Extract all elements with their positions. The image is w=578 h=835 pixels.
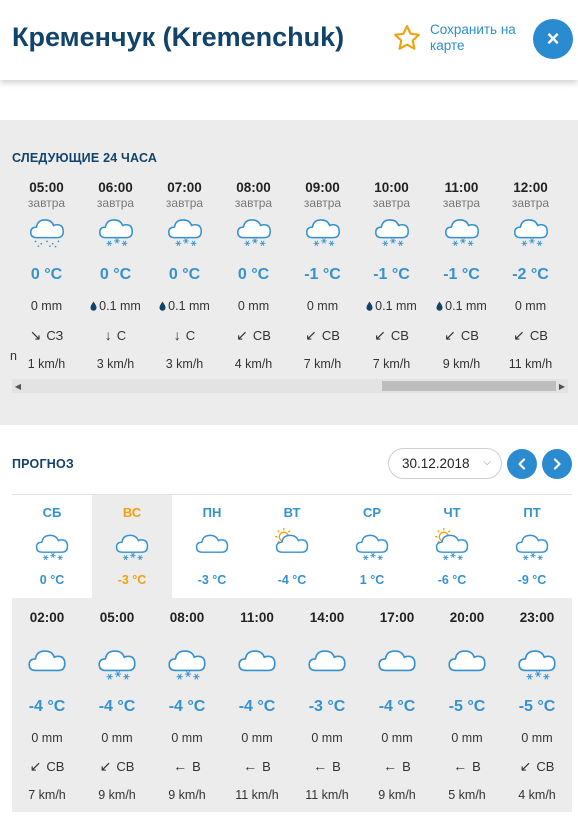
detail-time: 14:00 [309, 610, 345, 625]
hour-wind-speed: 1 km/h [27, 357, 66, 371]
day-tab-7[interactable] [492, 495, 572, 599]
wind-direction: СВ [321, 328, 340, 343]
hour-precipitation [8, 299, 85, 313]
cloud-snow-icon [352, 524, 392, 564]
cloud-snow-icon [95, 208, 137, 250]
day-tab-6[interactable] [412, 495, 492, 599]
hour-time: 08:00 [236, 180, 271, 195]
cloud-snow-icon [510, 208, 552, 250]
detail-temperature: -3 °C [308, 698, 346, 715]
day-temperature: -3 °C [197, 573, 227, 587]
day-tab-2[interactable] [92, 495, 172, 599]
wind-arrow-icon: ↙ [374, 327, 386, 343]
raindrop-icon [90, 300, 97, 310]
detail-wind-speed: 5 km/h [448, 788, 486, 802]
day-temperature: -3 °C [117, 573, 147, 587]
star-icon [392, 23, 422, 53]
cloud-icon [234, 638, 280, 684]
hour-wind-speed: 3 km/h [165, 357, 204, 371]
hour-precipitation-value: 0.1 mm [375, 299, 417, 313]
wind-arrow-icon: ↙ [513, 327, 525, 343]
hour-precipitation-value: 0 mm [514, 299, 547, 313]
hour-precipitation [353, 299, 430, 313]
wind-direction: В [192, 759, 201, 774]
hour-temperature: 0 °C [237, 266, 270, 283]
chevron-right-icon [551, 458, 563, 470]
hour-wind-speed: 11 km/h [508, 357, 553, 371]
next-day-button[interactable] [542, 449, 572, 479]
day-temperature: 0 °C [39, 573, 65, 587]
detail-time: 02:00 [29, 610, 65, 625]
day-tab-3[interactable] [172, 495, 252, 599]
hour-time: 10:00 [374, 180, 409, 195]
detail-time: 11:00 [240, 610, 274, 625]
detail-precipitation: 0 mm [31, 731, 63, 745]
day-detail-panel [12, 598, 572, 812]
sun-cloud-snow-icon [432, 524, 472, 564]
hour-precipitation [492, 299, 569, 313]
hour-time: 07:00 [167, 180, 202, 195]
date-select[interactable] [388, 448, 502, 479]
cloud-snow-icon [112, 524, 152, 564]
detail-precipitation: 0 mm [451, 731, 483, 745]
day-name: ВС [122, 505, 142, 520]
scroll-right-icon[interactable]: ▶ [558, 381, 566, 391]
hour-time: 06:00 [98, 180, 133, 195]
day-name: ВТ [283, 505, 301, 520]
wind-direction: СВ [252, 328, 271, 343]
wind-direction: В [472, 759, 481, 774]
hour-time: 11:00 [444, 180, 479, 195]
hour-precipitation [215, 299, 292, 313]
day-temperature: -9 °C [517, 573, 547, 587]
hour-time: 09:00 [305, 180, 340, 195]
hour-temperature: 0 °C [168, 266, 201, 283]
hour-wind-speed: 7 km/h [372, 357, 411, 371]
cloud-snow-icon [164, 638, 210, 684]
wind-arrow-icon: ← [383, 758, 398, 774]
day-tab-5[interactable] [332, 495, 412, 599]
detail-wind-speed: 11 km/h [235, 788, 279, 802]
wind-arrow-icon: ↙ [444, 327, 456, 343]
hour-wind [150, 327, 219, 343]
hour-day: завтра [303, 196, 342, 210]
hour-wind [81, 327, 150, 343]
detail-temperature: -4 °C [378, 698, 416, 715]
cloud-snow-icon [512, 524, 552, 564]
scroll-left-icon[interactable]: ◀ [14, 381, 22, 391]
date-select-value: 30.12.2018 [402, 456, 470, 471]
detail-wind [502, 758, 572, 775]
cloud-snow-icon [32, 524, 72, 564]
hour-precipitation [423, 299, 500, 313]
forecast-title: ПРОГНОЗ [12, 457, 74, 471]
hour-wind-speed: 9 km/h [442, 357, 481, 371]
detail-wind [222, 758, 292, 774]
hour-temperature: 0 °C [30, 266, 63, 283]
hour-wind [12, 327, 81, 344]
hours-scrollbar[interactable] [12, 379, 568, 393]
partial-column-text: n [10, 349, 17, 363]
hour-day: завтра [442, 196, 481, 210]
next-24-hours-title: СЛЕДУЮЩИЕ 24 ЧАСА [12, 151, 158, 165]
hour-time: 12:00 [513, 180, 548, 195]
wind-arrow-icon: ↓ [173, 327, 181, 343]
hour-wind [219, 327, 288, 344]
cloud-icon [304, 638, 350, 684]
wind-direction: В [332, 759, 341, 774]
hour-precipitation [284, 299, 361, 313]
hour-precipitation [77, 299, 154, 313]
detail-temperature: -4 °C [238, 698, 276, 715]
detail-time: 08:00 [169, 610, 205, 625]
day-temperature: 1 °C [359, 573, 385, 587]
prev-day-button[interactable] [507, 449, 537, 479]
detail-precipitation: 0 mm [241, 731, 273, 745]
detail-temperature: -4 °C [28, 698, 66, 715]
wind-arrow-icon: ← [313, 758, 328, 774]
detail-time: 17:00 [379, 610, 415, 625]
detail-wind [12, 758, 82, 775]
cloud-snow-icon [441, 208, 483, 250]
cloud-icon [374, 638, 420, 684]
cloud-snow-icon [164, 208, 206, 250]
hour-day: завтра [27, 196, 66, 210]
wind-arrow-icon: ← [243, 758, 258, 774]
days-row [12, 494, 572, 598]
hour-temperature: -1 °C [304, 266, 341, 283]
day-name: СБ [42, 505, 62, 520]
detail-precipitation: 0 mm [171, 731, 203, 745]
chevron-left-icon [516, 458, 528, 470]
wind-direction: В [402, 759, 411, 774]
hour-wind-speed: 7 km/h [303, 357, 342, 371]
hour-temperature: -2 °C [512, 266, 549, 283]
wind-arrow-icon: ↙ [519, 758, 532, 774]
save-to-map-button[interactable] [392, 22, 530, 54]
wind-direction: В [262, 759, 271, 774]
wind-direction: СВ [529, 328, 548, 343]
detail-wind-speed: 9 km/h [168, 788, 206, 802]
wind-direction: СВ [536, 759, 555, 774]
wind-direction: С [116, 328, 127, 343]
wind-direction: СВ [460, 328, 479, 343]
detail-wind-speed: 4 km/h [518, 788, 556, 802]
scrollbar-thumb[interactable] [382, 381, 556, 391]
detail-wind [152, 758, 222, 774]
day-tab-1[interactable] [12, 495, 92, 599]
day-temperature: -6 °C [437, 573, 467, 587]
cloud-snow-icon [233, 208, 275, 250]
detail-time: 23:00 [519, 610, 555, 625]
close-button[interactable]: × [533, 19, 573, 59]
wind-arrow-icon: ↙ [99, 758, 112, 774]
wind-arrow-icon: ↙ [305, 327, 317, 343]
detail-time: 05:00 [99, 610, 135, 625]
hour-day: завтра [165, 196, 204, 210]
hour-precipitation-value: 0 mm [30, 299, 63, 313]
detail-temperature: -4 °C [98, 698, 136, 715]
detail-wind-speed: 11 km/h [305, 788, 349, 802]
wind-arrow-icon: ↙ [236, 327, 248, 343]
cloud-icon [192, 524, 232, 564]
hour-precipitation-value: 0.1 mm [99, 299, 141, 313]
raindrop-icon [159, 300, 166, 310]
wind-direction: СВ [46, 759, 65, 774]
wind-direction: СВ [390, 328, 409, 343]
hour-wind [288, 327, 357, 344]
day-name: ЧТ [443, 505, 461, 520]
cloud-snow-icon [302, 208, 344, 250]
day-name: ПН [202, 505, 222, 520]
wind-direction: СВ [116, 759, 135, 774]
hour-wind-speed: 3 km/h [96, 357, 135, 371]
cloud-light-snow-icon [26, 208, 68, 250]
detail-wind [362, 758, 432, 774]
wind-arrow-icon: ↓ [104, 327, 112, 343]
detail-wind [82, 758, 152, 775]
detail-temperature: -5 °C [448, 698, 486, 715]
detail-temperature: -4 °C [168, 698, 206, 715]
detail-temperature: -5 °C [518, 698, 556, 715]
chevron-down-icon: ⌵ [483, 457, 491, 468]
day-temperature: -4 °C [277, 573, 307, 587]
hour-time: 05:00 [29, 180, 64, 195]
detail-time: 20:00 [449, 610, 485, 625]
raindrop-icon [436, 300, 443, 310]
hour-wind [496, 327, 565, 344]
hour-wind-speed: 4 km/h [234, 357, 273, 371]
hour-precipitation-value: 0 mm [306, 299, 339, 313]
hour-precipitation-value: 0.1 mm [168, 299, 210, 313]
detail-wind-speed: 9 km/h [378, 788, 416, 802]
day-name: СР [362, 505, 382, 520]
hour-precipitation-value: 0.1 mm [445, 299, 487, 313]
detail-precipitation: 0 mm [521, 731, 553, 745]
detail-precipitation: 0 mm [381, 731, 413, 745]
wind-arrow-icon: ← [453, 758, 468, 774]
detail-precipitation: 0 mm [311, 731, 343, 745]
detail-wind [292, 758, 362, 774]
hour-day: завтра [372, 196, 411, 210]
wind-arrow-icon: ↙ [29, 758, 42, 774]
next-24-hours-panel [0, 120, 578, 425]
hours-strip[interactable] [0, 170, 578, 380]
wind-direction: СЗ [46, 328, 64, 343]
hour-precipitation-value: 0 mm [237, 299, 270, 313]
page-title: Кременчук (Kremenchuk) [12, 22, 345, 52]
hour-day: завтра [96, 196, 135, 210]
detail-wind [432, 758, 502, 774]
cloud-icon [444, 638, 490, 684]
cloud-snow-icon [514, 638, 560, 684]
hour-precipitation [146, 299, 223, 313]
detail-wind-speed: 7 km/h [28, 788, 66, 802]
hour-day: завтра [511, 196, 550, 210]
detail-precipitation: 0 mm [101, 731, 133, 745]
hour-temperature: -1 °C [373, 266, 410, 283]
wind-arrow-icon: ← [173, 758, 188, 774]
hour-wind [427, 327, 496, 344]
hour-day: завтра [234, 196, 273, 210]
day-tab-4[interactable] [252, 495, 332, 599]
sun-cloud-icon [272, 524, 312, 564]
detail-wind-speed: 9 km/h [98, 788, 136, 802]
hour-temperature: -1 °C [443, 266, 480, 283]
wind-direction: С [185, 328, 196, 343]
cloud-snow-icon [371, 208, 413, 250]
save-to-map-label: Сохранить на карте [430, 22, 516, 53]
hour-wind [357, 327, 426, 344]
cloud-snow-icon [94, 638, 140, 684]
day-name: ПТ [523, 505, 541, 520]
wind-arrow-icon: ↘ [29, 327, 42, 343]
hour-temperature: 0 °C [99, 266, 132, 283]
header-bar [0, 0, 578, 80]
cloud-icon [24, 638, 70, 684]
raindrop-icon [366, 300, 373, 310]
